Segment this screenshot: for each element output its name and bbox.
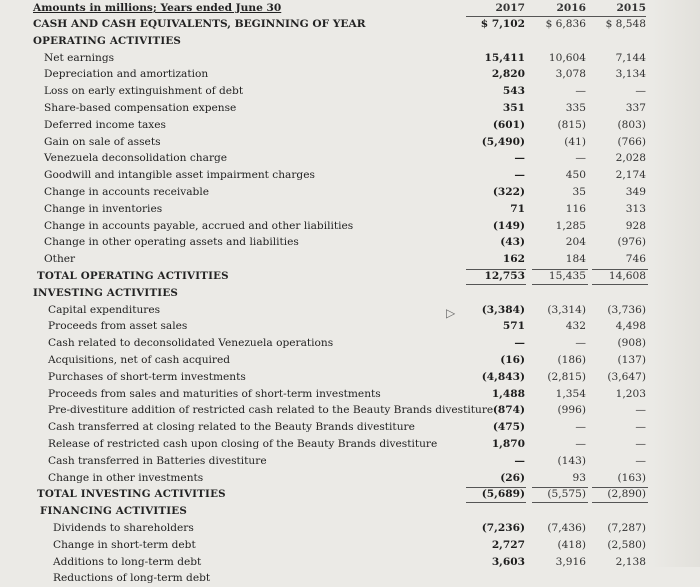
row-label-additions-to-long-term-debt: Additions to long-term debt [53,556,202,568]
value-2015: 313 [625,203,646,215]
statement-row [0,218,700,235]
value-2016: (143) [557,455,586,467]
value-2015: (3,736) [607,304,646,316]
value-2015: — [635,421,646,433]
row-label-cash-related-to-deconsolidated-venezuela-operations: Cash related to deconsolidated Venezuela operations [48,337,334,349]
value-2015: 7,144 [615,52,646,64]
value-2016: (41) [564,136,586,148]
value-2015: 337 [625,102,646,114]
statement-row [0,335,700,352]
value-2015: — [635,85,646,97]
statement-row [0,470,700,487]
value-2015: 928 [625,220,646,232]
year-2016: 2016 [556,2,586,14]
row-label-proceeds-from-sales-and-maturities-of-short-term-investments: Proceeds from sales and maturities of short-term investments [48,388,381,400]
row-label-deferred-income-taxes: Deferred income taxes [44,119,166,131]
row-label-proceeds-from-asset-sales: Proceeds from asset sales [48,320,188,332]
value-2015: (976) [617,236,646,248]
value-2016: 15,435 [548,270,586,282]
statement-row [0,134,700,151]
subtotal-line [532,487,588,488]
value-2017: (3,384) [481,304,525,316]
row-label-total-investing-activities: TOTAL INVESTING ACTIVITIES [37,488,226,500]
value-2016: (7,436) [547,522,586,534]
statement-row [0,318,700,335]
row-label-share-based-compensation-expense: Share-based compensation expense [44,102,237,114]
subtotal-line [592,487,648,488]
value-2016: — [575,337,586,349]
value-2017: (874) [492,404,525,416]
header-row [0,0,700,17]
value-2017: — [514,152,525,164]
row-label-pre-divestiture-addition-of-restricted-cash-related-to-the-beauty-brands-divestiture: Pre-divestiture addition of restricted cash related to the Beauty Brands divestiture [48,404,494,416]
row-label-purchases-of-short-term-investments: Purchases of short-term investments [48,371,246,383]
statement-row [0,369,700,386]
row-label-other: Other [44,253,76,265]
row-label-change-in-other-investments: Change in other investments [48,472,204,484]
row-label-venezuela-deconsolidation-charge: Venezuela deconsolidation charge [44,152,228,164]
header-title: Amounts in millions; Years ended June 30 [33,2,282,14]
value-2017: 2,727 [491,539,525,551]
value-2017: 3,603 [491,556,525,568]
value-2017: (475) [492,421,525,433]
statement-row [0,167,700,184]
section-header [0,33,700,50]
row-label-financing-activities: FINANCING ACTIVITIES [40,505,187,517]
value-2017: 571 [502,320,525,332]
mouse-cursor-icon: ▷ [446,306,456,320]
value-2017: — [514,337,525,349]
row-label-goodwill-and-intangible-asset-impairment-charges: Goodwill and intangible asset impairment charges [44,169,315,181]
value-2015: 3,134 [615,68,646,80]
subtotal-line [592,269,648,270]
statement-row [0,570,700,587]
value-2015: 2,138 [615,556,646,568]
value-2015: 4,498 [615,320,646,332]
section-header [0,503,700,520]
statement-row [0,100,700,117]
statement-row [0,520,700,537]
value-2017: 162 [502,253,525,265]
value-2016: (418) [557,539,586,551]
value-2017: — [514,455,525,467]
row-label-reductions-of-long-term-debt: Reductions of long-term debt [53,572,211,584]
row-label-change-in-accounts-receivable: Change in accounts receivable [44,186,209,198]
value-2016: 3,078 [555,68,586,80]
value-2017: 351 [502,102,525,114]
value-2017: 1,870 [491,438,525,450]
subtotal-line [466,269,526,270]
row-label-cash-transferred-in-batteries-divestiture: Cash transferred in Batteries divestiture [48,455,267,467]
row-label-change-in-inventories: Change in inventories [44,203,163,215]
value-2016: 35 [572,186,586,198]
row-label-operating-activities: OPERATING ACTIVITIES [33,35,182,47]
statement-row [0,150,700,167]
value-2015: 1,203 [615,388,646,400]
value-2017: — [514,169,525,181]
statement-row [0,251,700,268]
section-header [0,285,700,302]
total-row [0,486,700,503]
value-2016: (2,815) [547,371,586,383]
value-2015: — [635,404,646,416]
year-2015: 2015 [616,2,646,14]
value-2015: 2,174 [615,169,646,181]
statement-row [0,453,700,470]
value-2015: 2,028 [615,152,646,164]
row-label-investing-activities: INVESTING ACTIVITIES [33,287,179,299]
value-2015: (803) [617,119,646,131]
value-2015: (2,580) [607,539,646,551]
row-label-change-in-short-term-debt: Change in short-term debt [53,539,196,551]
value-2016: 450 [565,169,586,181]
value-2017: (149) [492,220,525,232]
row-label-gain-on-sale-of-assets: Gain on sale of assets [44,136,161,148]
row-label-release-of-restricted-cash-upon-closing-of-the-beauty-brands-divestiture: Release of restricted cash upon closing of the Beauty Brands divestiture [48,438,438,450]
value-2016: (815) [557,119,586,131]
value-2015: (766) [617,136,646,148]
row-label-dividends-to-shareholders: Dividends to shareholders [53,522,194,534]
value-2015: — [635,438,646,450]
statement-row [0,184,700,201]
value-2016: — [575,438,586,450]
value-2016: 335 [565,102,586,114]
statement-row [0,352,700,369]
value-2016: 1,354 [555,388,586,400]
value-2016: 3,916 [555,556,586,568]
value-2015: (3,647) [607,371,646,383]
statement-row [0,234,700,251]
value-2017: (43) [500,236,525,248]
value-2015: (7,287) [607,522,646,534]
value-2016: (5,575) [547,488,586,500]
row-label-loss-on-early-extinguishment-of-debt: Loss on early extinguishment of debt [44,85,244,97]
value-2017: 1,488 [491,388,525,400]
value-2015: (137) [617,354,646,366]
value-2015: (908) [617,337,646,349]
total-row [0,268,700,285]
subtotal-line [466,487,526,488]
value-2015: $ 8,548 [605,18,646,30]
row-label-net-earnings: Net earnings [44,52,115,64]
page-shadow [652,0,700,567]
value-2017: (5,689) [481,488,525,500]
value-2015: (163) [617,472,646,484]
value-2017: (16) [500,354,525,366]
value-2017: 15,411 [484,52,525,64]
statement-row [0,419,700,436]
value-2016: 10,604 [548,52,586,64]
statement-row [0,201,700,218]
value-2016: (3,314) [547,304,586,316]
value-2017: (7,236) [481,522,525,534]
value-2016: 204 [565,236,586,248]
value-2017: (322) [492,186,525,198]
statement-row [0,402,700,419]
statement-row [0,302,700,319]
value-2017: (601) [492,119,525,131]
value-2016: 1,285 [555,220,586,232]
value-2016: (186) [557,354,586,366]
value-2016: 116 [565,203,586,215]
statement-row [0,554,700,571]
statement-row [0,66,700,83]
value-2015: 746 [625,253,646,265]
value-2016: 93 [572,472,586,484]
value-2016: 432 [565,320,586,332]
year-2017: 2017 [495,2,525,14]
row-label-capital-expenditures: Capital expenditures [48,304,161,316]
row-label-acquisitions-net-of-cash-acquired: Acquisitions, net of cash acquired [48,354,231,366]
row-label-depreciation-and-amortization: Depreciation and amortization [44,68,209,80]
row-label-change-in-other-operating-assets-and-liabilities: Change in other operating assets and liabilities [44,236,299,248]
value-2015: (2,890) [607,488,646,500]
value-2017: 543 [502,85,525,97]
value-2017: 71 [510,203,525,215]
subtotal-line [532,269,588,270]
statement-row [0,16,700,33]
value-2017: (5,490) [481,136,525,148]
value-2016: — [575,421,586,433]
row-label-change-in-accounts-payable-accrued-and-other-liabilities: Change in accounts payable, accrued and other liabilities [44,220,354,232]
statement-row [0,386,700,403]
statement-row [0,117,700,134]
value-2016: (996) [557,404,586,416]
value-2016: — [575,85,586,97]
value-2015: 14,608 [608,270,646,282]
value-2015: — [635,455,646,467]
value-2017: (26) [500,472,525,484]
row-label-cash-and-cash-equivalents-beginning-of-year: CASH AND CASH EQUIVALENTS, BEGINNING OF YEAR [33,18,366,30]
row-label-total-operating-activities: TOTAL OPERATING ACTIVITIES [37,270,229,282]
statement-row [0,537,700,554]
value-2016: — [575,152,586,164]
statement-row [0,50,700,67]
value-2015: 349 [625,186,646,198]
value-2016: 184 [565,253,586,265]
statement-row [0,83,700,100]
value-2017: $ 7,102 [480,18,525,30]
value-2017: (4,843) [481,371,525,383]
row-label-cash-transferred-at-closing-related-to-the-beauty-brands-divestiture: Cash transferred at closing related to the Beauty Brands divestiture [48,421,415,433]
value-2016: $ 6,836 [545,18,586,30]
statement-row [0,436,700,453]
value-2017: 12,753 [484,270,525,282]
value-2017: 2,820 [491,68,525,80]
